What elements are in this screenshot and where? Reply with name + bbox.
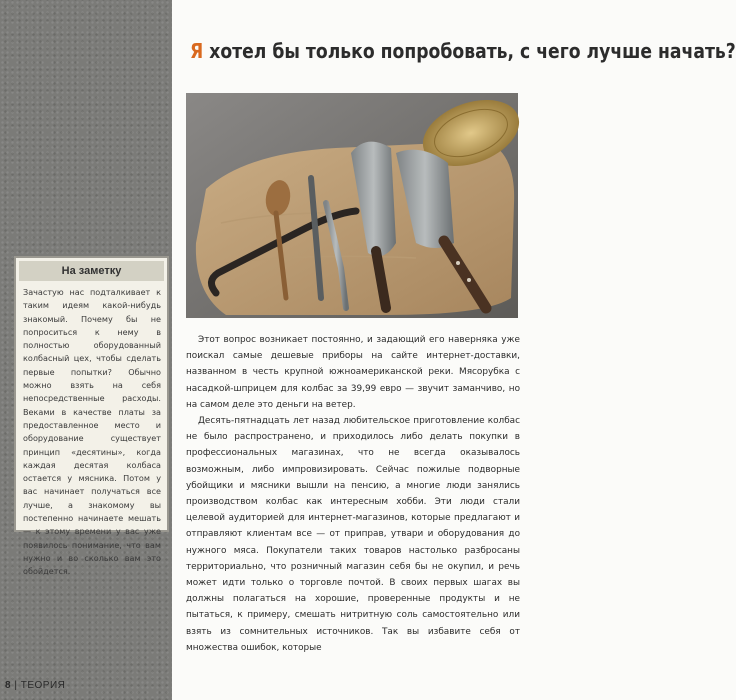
paragraph: Десять-пятнадцать лет назад любительское приготовление колбас не было распространено, и приходилось либо делать покупки в профессиональных магазинах, что не всегда оказывалось возможным, либо импровизировать. Сейчас пожилые подворные убойщики и мясники вышли на пенсию, а многие люди занялись производством колбас как интересным хобби. Эти люди стали целевой аудиторией для интернет-магазинов, которые предлагают и отправляют клиентам все — от приправ, утвари и оборудования до нужного мяса. Покупатели таких товаров настолько разбросаны территориально, что розничный магазин себя бы не окупил, и речь может идти только о торговле почтой. В своих первых шагах вы должны полагаться на хорошие, проверенные продукты и не пытаться, к примеру, смешать нитритную соль самостоятельно или взять из сомнительных источников. Так вы избавите себя от множества ошибок, которые <box>186 416 520 653</box>
note-box <box>14 256 169 577</box>
heading-text: хотел бы только попробовать, с чего лучше начать? <box>203 39 736 63</box>
page-heading <box>190 38 736 64</box>
sidebar-panel <box>0 0 172 700</box>
note-text: Зачастую нас подталкивает к таким идеям какой-нибудь знакомый. Почему бы не попроситься к нему в полностью оборудованный колбасный цех, чтобы сделать первые попытки? Обычно можно взять на себя непосредственные расходы. Веками в качестве платы за предоставленное место и оборудование существует принцип «десятины», когда каждая десятая колбаса остается у мясника. Потом у вас начинает получаться все лучше, а знакомому вы постепенно начинаете мешать — к этому времени у вас уже появилось понимание, что вам нужно и во сколько вам это обойдется. <box>23 287 161 577</box>
footer-separator: | <box>14 680 18 691</box>
knives-photo <box>186 93 518 318</box>
section-name: ТЕОРИЯ <box>20 680 66 691</box>
page-number: 8 <box>5 680 12 691</box>
note-title: На заметку <box>19 261 164 281</box>
page-footer <box>5 680 65 691</box>
article-body <box>186 332 520 656</box>
paragraph: Этот вопрос возникает постоянно, и задающий его наверняка уже поискал самые дешевые приборы на сайте интернет-доставки, названном в честь крупной южноамериканской реки. Мясорубка с насадкой-шприцем для колбас за 39,99 евро — звучит заманчиво, но на самом деле это деньги на ветер. <box>186 335 520 410</box>
heading-initial: Я <box>190 39 204 63</box>
